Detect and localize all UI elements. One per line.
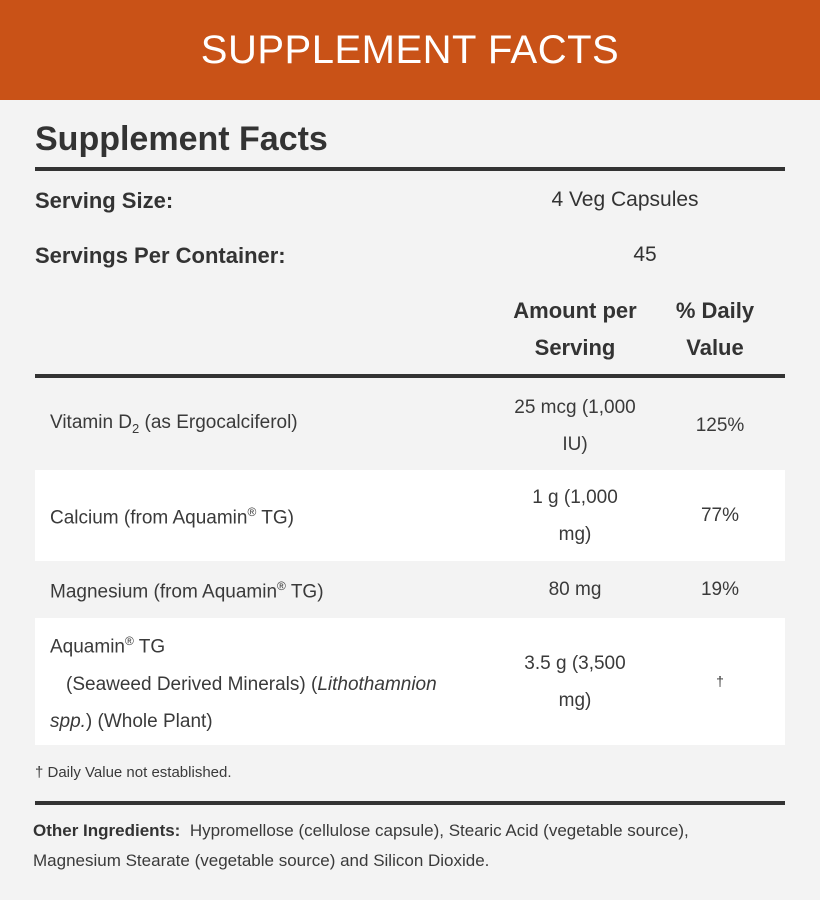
nutrient-row-aquamin [35, 618, 785, 745]
other-ingredients [33, 816, 753, 876]
name-text: Vitamin D [50, 412, 133, 434]
amount-header-line1: Amount per [513, 298, 637, 323]
nutrient-name [35, 568, 495, 610]
amount-line1: 3.5 g (3,500 [524, 652, 626, 674]
amount-line1: 25 mcg (1,000 [514, 396, 636, 418]
daily-value-footnote: † Daily Value not established. [35, 764, 232, 781]
header-banner [0, 0, 820, 100]
name-text: (Seaweed Derived Minerals) ( [66, 673, 318, 695]
nutrient-amount [495, 645, 655, 719]
nutrient-amount [495, 389, 655, 463]
amount-line2: IU) [562, 433, 588, 455]
name-italic: Lithothamnion [317, 673, 437, 695]
name-text: Magnesium (from Aquamin [50, 581, 278, 603]
amount-header-line2: Serving [534, 335, 616, 360]
panel-title: Supplement Facts [35, 120, 328, 158]
name-text: TG [133, 636, 166, 658]
registered-mark: ® [247, 505, 257, 520]
nutrient-name [35, 623, 495, 739]
registered-mark: ® [277, 579, 286, 594]
name-text: (as Ergocalciferol) [139, 412, 298, 434]
amount-per-serving-header [495, 292, 655, 366]
amount-line1: 1 g (1,000 [532, 486, 618, 508]
servings-per-container-value: 45 [633, 243, 657, 266]
serving-size-label: Serving Size: [35, 188, 174, 213]
name-subscript: 2 [132, 420, 140, 436]
name-text: Calcium (from Aquamin [50, 507, 248, 529]
name-text: ) (Whole Plant) [85, 710, 213, 732]
serving-size-value: 4 Veg Capsules [551, 188, 699, 211]
amount-line2: mg) [558, 689, 592, 711]
nutrient-daily-value: 125% [695, 415, 745, 436]
nutrient-name [35, 494, 495, 536]
registered-mark: ® [125, 634, 134, 649]
nutrient-row-magnesium [35, 561, 785, 618]
daily-value-header [655, 292, 775, 366]
banner-title: SUPPLEMENT FACTS [200, 27, 620, 72]
header-divider [35, 374, 785, 378]
name-text: Aquamin [50, 636, 125, 658]
other-ingredients-label: Other Ingredients: [33, 821, 181, 840]
name-text: TG) [256, 507, 294, 529]
nutrient-name [35, 404, 495, 447]
footer-divider [35, 801, 785, 805]
nutrient-amount: 80 mg [548, 579, 602, 600]
dv-header-line2: Value [686, 335, 744, 360]
name-text: TG) [285, 581, 324, 603]
nutrient-daily-value: 77% [700, 505, 740, 526]
servings-per-container-label: Servings Per Container: [35, 243, 286, 268]
nutrient-daily-value: † [716, 673, 724, 689]
nutrient-daily-value: 19% [700, 579, 740, 600]
title-divider [35, 167, 785, 171]
other-ingredients-text: Hypromellose (cellulose capsule), Stearic Acid (vegetable source), Magnesium Stearate (vegetable source) and Silicon Dioxide. [33, 821, 689, 870]
dv-header-line1: % Daily [675, 298, 755, 323]
nutrient-row-calcium [35, 470, 785, 561]
nutrient-row-vitamin-d [35, 381, 785, 470]
nutrient-amount [495, 479, 655, 553]
amount-line2: mg) [558, 523, 592, 545]
name-italic: spp. [50, 710, 86, 732]
